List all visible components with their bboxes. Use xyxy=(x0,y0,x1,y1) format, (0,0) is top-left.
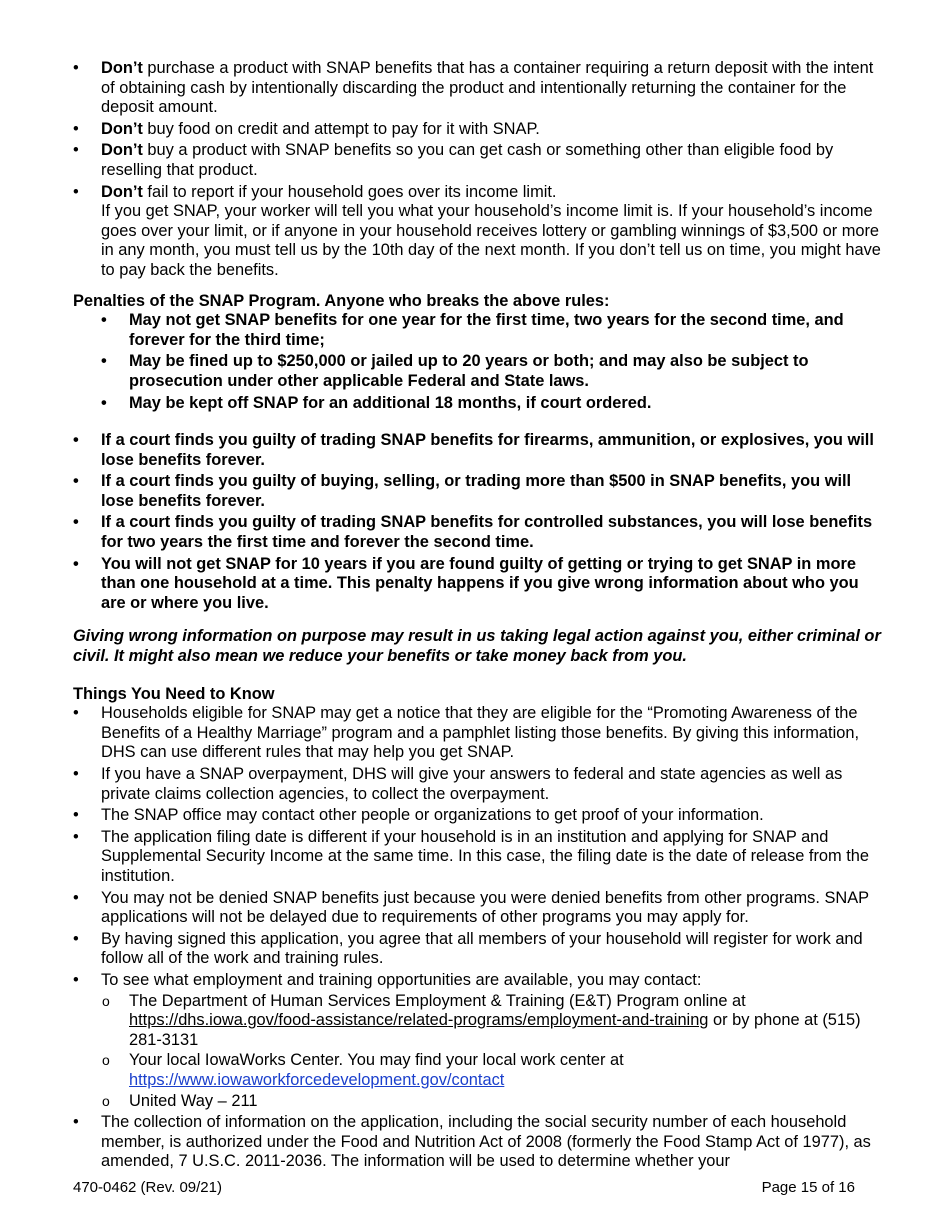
list-item-text: buy food on credit and attempt to pay for it with SNAP. xyxy=(142,119,540,138)
list-item-text: fail to report if your household goes over its income limit. xyxy=(142,182,557,201)
list-item: • The collection of information on the application, including the social security number of each household member, is authorized under the Food and Nutrition Act of 2008 (formerly the Food Stamp Act of 1977), as amended, 7 U.S.C. 2011-2036. The information will be used to determine whether your xyxy=(73,1113,885,1172)
things-to-know-list xyxy=(73,704,885,1172)
contact-list xyxy=(101,992,885,1112)
list-item xyxy=(73,120,885,140)
form-number: 470-0462 (Rev. 09/21) xyxy=(73,1179,222,1196)
list-item xyxy=(73,183,885,281)
list-item: • If a court finds you guilty of trading SNAP benefits for firearms, ammunition, or explosives, you will lose benefits forever. xyxy=(73,431,885,470)
list-item: • May not get SNAP benefits for one year for the first time, two years for the second time, and forever for the third time; xyxy=(101,311,885,350)
contact-item-iowaworks xyxy=(101,1051,885,1090)
list-item: • If you have a SNAP overpayment, DHS will give your answers to federal and state agencies as well as private claims collection agencies, to collect the overpayment. xyxy=(73,765,885,804)
dont-list xyxy=(73,59,885,281)
list-item: • The application filing date is different if your household is in an institution and applying for SNAP and Supplemental Security Income at the same time. In this case, the filing date is the date of release from the institution. xyxy=(73,828,885,887)
legal-warning: Giving wrong information on purpose may result in us taking legal action against you, either criminal or civil. It might also mean we reduce your benefits or take money back from you. xyxy=(73,627,881,666)
list-item-text: To see what employment and training opportunities are available, you may contact: xyxy=(101,970,702,989)
contact-text: The Department of Human Services Employment & Training (E&T) Program online at xyxy=(129,991,746,1010)
list-item: • If a court finds you guilty of trading SNAP benefits for controlled substances, you will lose benefits for two years the first time and forever the second time. xyxy=(73,513,885,552)
penalties-list xyxy=(101,311,885,413)
iowaworks-link[interactable]: https://www.iowaworkforcedevelopment.gov/contact xyxy=(129,1070,505,1089)
court-list xyxy=(73,431,885,613)
list-item-text: purchase a product with SNAP benefits that has a container requiring a return deposit with the intent of obtaining cash by intentionally discarding the product and intentionally returning the container for the deposit amount. xyxy=(101,59,874,117)
list-item: • By having signed this application, you agree that all members of your household will register for work and follow all of the work and training rules. xyxy=(73,930,885,969)
penalties-heading: Penalties of the SNAP Program. Anyone who breaks the above rules: xyxy=(73,291,610,310)
page-number: Page 15 of 16 xyxy=(761,1179,855,1196)
things-to-know-heading: Things You Need to Know xyxy=(73,684,275,703)
list-item: • If a court finds you guilty of buying, selling, or trading more than $500 in SNAP benefits, you will lose benefits forever. xyxy=(73,472,885,511)
list-item xyxy=(73,971,885,1111)
list-item: • You will not get SNAP for 10 years if you are found guilty of getting or trying to get SNAP in more than one household at a time. This penalty happens if you give wrong information about who you are or where you live. xyxy=(73,555,885,614)
dont-lead: Don’t xyxy=(101,119,143,138)
income-limit-note: If you get SNAP, your worker will tell you what your household’s income limit is. If your household’s income goes over your limit, or if anyone in your household receives lottery or gambling winnings of $3,500 or more in any month, you must tell us by the 10th day of the next month. If you don’t tell us on time, you might have to pay back the benefits. xyxy=(101,202,881,279)
page-content xyxy=(73,59,885,1174)
contact-text: Your local IowaWorks Center. You may find your local work center at xyxy=(129,1051,624,1070)
list-item: • The SNAP office may contact other people or organizations to get proof of your information. xyxy=(73,806,885,826)
list-item xyxy=(73,141,885,180)
contact-text: or by phone at (515) 281-3131 xyxy=(129,1011,861,1049)
contact-item-united-way: o United Way – 211 xyxy=(101,1092,885,1112)
dont-lead: Don’t xyxy=(101,182,143,201)
et-program-link[interactable]: https://dhs.iowa.gov/food-assistance/related-programs/employment-and-training xyxy=(129,1011,709,1030)
list-item xyxy=(73,59,885,118)
dont-lead: Don’t xyxy=(101,141,143,160)
contact-item-et xyxy=(101,992,885,1051)
list-item: • May be fined up to $250,000 or jailed up to 20 years or both; and may also be subject to prosecution under other applicable Federal and State laws. xyxy=(101,352,885,391)
dont-lead: Don’t xyxy=(101,59,143,77)
list-item: • You may not be denied SNAP benefits just because you were denied benefits from other programs. SNAP applications will not be delayed due to requirements of other programs you may apply for. xyxy=(73,889,885,928)
list-item: • May be kept off SNAP for an additional 18 months, if court ordered. xyxy=(101,394,885,414)
list-item-text: buy a product with SNAP benefits so you can get cash or something other than eligible food by reselling that product. xyxy=(101,141,834,179)
list-item: • Households eligible for SNAP may get a notice that they are eligible for the “Promoting Awareness of the Benefits of a Healthy Marriage” program and a pamphlet listing those benefits. By giving this information, DHS can use different rules that may help you get SNAP. xyxy=(73,704,885,763)
